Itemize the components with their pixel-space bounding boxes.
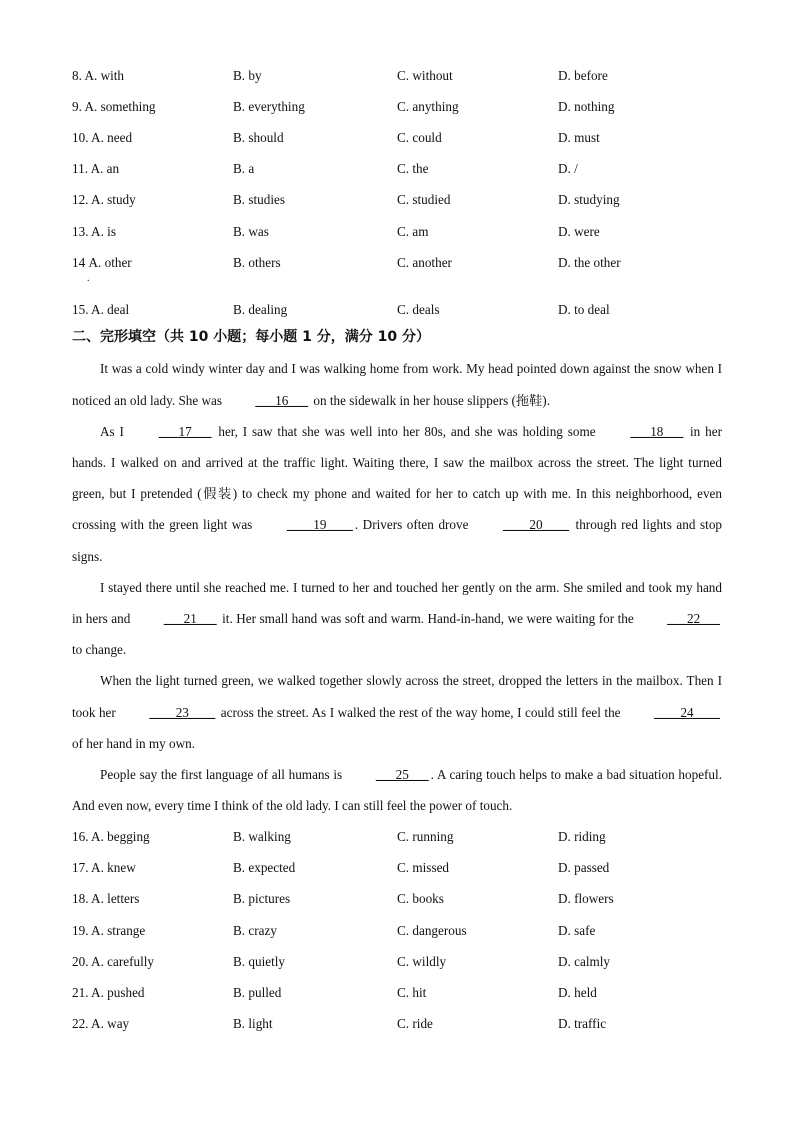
option-a: 19. A. strange	[72, 922, 146, 938]
option-b: B. crazy	[233, 922, 277, 938]
option-a: 14 . A. other	[72, 254, 132, 284]
option-c: C. anything	[397, 98, 459, 114]
option-b: B. dealing	[233, 302, 288, 318]
paragraph-4: When the light turned green, we walked together slowly across the street, dropped the letters in the mailbox. Then I took her ____23____ across the street. As I walked the rest of the way home, I could still feel the ____24____ of her hand in my own.	[72, 673, 722, 751]
option-a: 10. A. need	[72, 129, 133, 145]
option-b: B. should	[233, 129, 284, 145]
option-b: B. everything	[233, 98, 305, 114]
option-row-9	[72, 91, 722, 122]
option-b: B. by	[233, 67, 262, 83]
option-d: D. traffic	[558, 1016, 607, 1032]
option-c: C. books	[397, 891, 444, 907]
option-d: D. were	[558, 223, 600, 239]
blank-19: ____19____	[286, 517, 353, 533]
option-d: D. studying	[558, 192, 620, 208]
option-a: 16. A. begging	[72, 828, 150, 844]
blank-17: ___17___	[158, 423, 212, 439]
option-b: B. was	[233, 223, 269, 239]
option-b: B. a	[233, 161, 255, 177]
question-number: 14	[72, 254, 86, 270]
option-a: 21. A. pushed	[72, 984, 145, 1000]
option-a: 22. A. way	[72, 1016, 130, 1032]
option-b: B. expected	[233, 860, 296, 876]
section-title: 二、完形填空（共 10 小题；每小题 1 分，满分 10 分）	[72, 329, 430, 346]
option-b: B. others	[233, 254, 281, 270]
option-d: D. the other	[558, 254, 621, 270]
option-row-21	[72, 977, 722, 1008]
option-c: C. hit	[397, 984, 427, 1000]
option-d: D. flowers	[558, 891, 614, 907]
option-d: D. passed	[558, 860, 610, 876]
option-d: D. before	[558, 67, 608, 83]
option-b: B. pictures	[233, 891, 291, 907]
option-d: D. held	[558, 984, 597, 1000]
option-row-14	[72, 247, 722, 284]
option-d: D. calmly	[558, 953, 611, 969]
option-row-19	[72, 915, 722, 946]
option-b: B. walking	[233, 828, 291, 844]
option-a: 17. A. knew	[72, 860, 136, 876]
option-row-10	[72, 122, 722, 153]
option-row-20	[72, 946, 722, 977]
option-row-15	[72, 278, 722, 320]
option-c: C. wildly	[397, 953, 447, 969]
option-row-22	[72, 1008, 722, 1039]
option-d: D. safe	[558, 922, 596, 938]
option-c: C. deals	[397, 302, 440, 318]
option-row-16	[72, 821, 722, 852]
option-a: 13. A. is	[72, 223, 116, 239]
option-c: C. ride	[397, 1016, 433, 1032]
paragraph-5: People say the first language of all humans is ___25___ . A caring touch helps to make a bad situation hopeful. And even now, every time I think of the old lady. I can still feel the power of touch.	[72, 759, 722, 821]
blank-16: ___16___	[255, 392, 309, 408]
option-row-11	[72, 154, 722, 185]
paragraph-1: It was a cold windy winter day and I was walking home from work. My head pointed down against the snow when I noticed an old lady. She was ___16___ on the sidewalk in her house slippers (拖鞋).	[72, 353, 722, 415]
option-c: C. studied	[397, 192, 451, 208]
option-a: 20. A. carefully	[72, 953, 155, 969]
option-d: D. riding	[558, 828, 606, 844]
options-part2	[72, 821, 722, 1039]
option-c: C. without	[397, 67, 453, 83]
blank-18: ___18___	[630, 423, 684, 439]
option-d: D. to deal	[558, 302, 610, 318]
blank-23: ____23____	[149, 704, 216, 720]
option-row-18	[72, 884, 722, 915]
option-a: 11. A. an	[72, 161, 120, 177]
option-row-12	[72, 185, 722, 216]
option-b: B. quietly	[233, 953, 286, 969]
blank-21: ___21___	[163, 610, 217, 626]
option-b: B. pulled	[233, 984, 282, 1000]
option-row-17	[72, 853, 722, 884]
document-page	[72, 60, 722, 1040]
option-a: 8. A. with	[72, 67, 125, 83]
blank-20: ____20____	[503, 517, 569, 533]
option-d: D. nothing	[558, 98, 615, 114]
option-a: 9. A. something	[72, 98, 156, 114]
blank-25: ___25___	[375, 766, 429, 782]
option-b: B. light	[233, 1016, 273, 1032]
option-c: C. another	[397, 254, 452, 270]
cloze-passage	[72, 353, 722, 821]
blank-24: ____24____	[654, 704, 720, 720]
option-a: 12. A. study	[72, 192, 136, 208]
paragraph-2: As I ___17___ her, I saw that she was well into her 80s, and she was holding some ___18___ in her hands. I walked on and arrived at the traffic light. Waiting there, I saw the mailbox across the street. The light turned green, but I pretended (假装) to check my phone and waited for her to catch up with me. In this neighborhood, even crossing with the green light was ____19____ . Drivers often drove ____20____ through red lights and stop signs.	[72, 416, 722, 572]
blank-22: ___22___	[667, 610, 720, 626]
option-row-13	[72, 216, 722, 247]
option-row-8	[72, 60, 722, 91]
option-c: C. am	[397, 223, 429, 239]
option-a: 18. A. letters	[72, 891, 140, 907]
option-a-text: A. other	[88, 254, 132, 270]
options-part1	[72, 60, 722, 320]
option-c: C. the	[397, 161, 429, 177]
option-d: D. must	[558, 129, 600, 145]
option-c: C. missed	[397, 860, 450, 876]
option-a: 15. A. deal	[72, 302, 130, 318]
option-c: C. dangerous	[397, 922, 467, 938]
option-c: C. could	[397, 129, 442, 145]
option-c: C. running	[397, 828, 454, 844]
option-b: B. studies	[233, 192, 286, 208]
paragraph-3: I stayed there until she reached me. I turned to her and touched her gently on the arm. She smiled and took my hand in hers and ___21___ it. Her small hand was soft and warm. Hand-in-hand, we were waiting for the ___22___ to change.	[72, 579, 722, 658]
option-d: D. /	[558, 161, 578, 177]
